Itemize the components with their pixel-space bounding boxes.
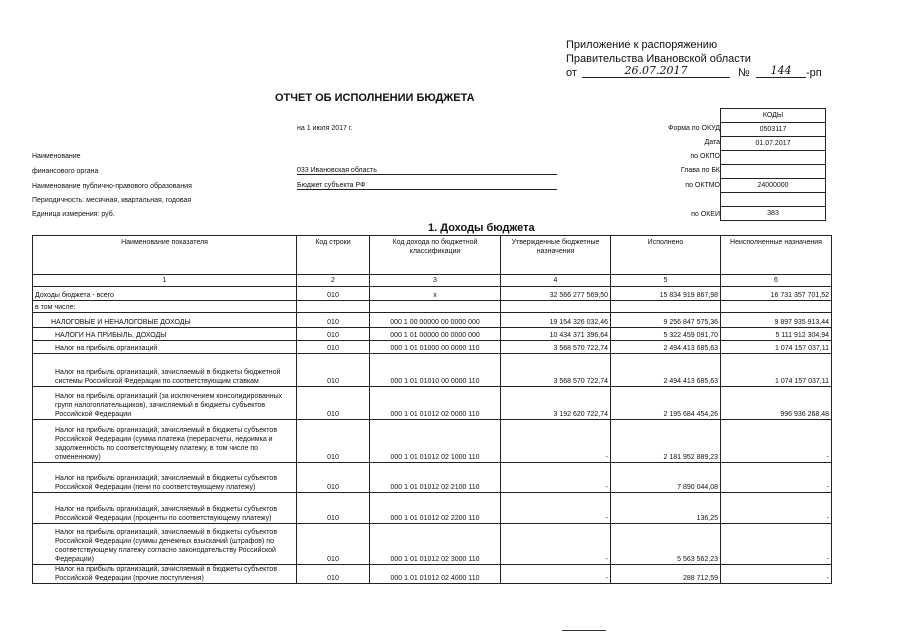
row-unexecuted: 996 936 268,48 [721, 387, 832, 420]
row-line-code: 010 [297, 565, 370, 584]
codes-header: КОДЫ [721, 109, 826, 123]
table-row [33, 420, 832, 463]
okud-label: Форма по ОКУД [668, 125, 720, 132]
blank-code [721, 193, 826, 207]
row-executed: 2 181 952 889,23 [611, 420, 721, 463]
row-unexecuted: - [721, 493, 832, 524]
row-unexecuted: - [721, 463, 832, 493]
appendix-line1: Приложение к распоряжению [566, 39, 718, 51]
signed-date: 26.07.2017 [582, 64, 730, 78]
col-number: 6 [721, 275, 832, 287]
date-label: Дата [704, 139, 720, 146]
row-executed: 2 195 684 454,26 [611, 387, 721, 420]
col-number: 1 [33, 275, 297, 287]
col-number: 4 [501, 275, 611, 287]
row-approved: 3 192 620 722,74 [501, 387, 611, 420]
row-line-code: 010 [297, 313, 370, 328]
row-unexecuted: - [721, 420, 832, 463]
income-table [32, 235, 832, 584]
ppo-value: Бюджет субъекта РФ [297, 182, 557, 190]
codes-box [720, 108, 826, 221]
row-income-code: 000 1 00 00000 00 0000 000 [370, 313, 501, 328]
row-approved: - [501, 463, 611, 493]
table-row [33, 287, 832, 301]
row-income-code: 000 1 01 01010 00 0000 110 [370, 354, 501, 387]
row-unexecuted: 5 111 912 304,94 [721, 328, 832, 341]
table-row [33, 313, 832, 328]
row-executed: 7 890 044,08 [611, 463, 721, 493]
row-income-code: 000 1 01 01012 02 4000 110 [370, 565, 501, 584]
okei-value: 383 [721, 207, 826, 221]
row-approved: 3 568 570 722,74 [501, 341, 611, 354]
row-approved: 10 434 371 396,64 [501, 328, 611, 341]
row-name: Налог на прибыль организаций, зачисляемый в бюджеты бюджетной системы Российской Федерации по соответствующим ставкам [33, 354, 297, 387]
row-name: Доходы бюджета - всего [33, 287, 297, 301]
row-name: Налог на прибыль организаций, зачисляемый в бюджеты субъектов Российской Федерации (сумма платежа (перерасчеты, недоимка и задолженность по соответствующему платежу, в том числе по отмененному) [33, 420, 297, 463]
row-name: в том числе: [33, 301, 297, 313]
row-name: НАЛОГИ НА ПРИБЫЛЬ, ДОХОДЫ [33, 328, 297, 341]
table-row [33, 463, 832, 493]
row-line-code: 010 [297, 387, 370, 420]
row-line-code: 010 [297, 420, 370, 463]
fin-org-label: финансового органа [32, 168, 99, 175]
footer-mark [562, 630, 606, 631]
row-income-code: 000 1 01 01012 02 2100 110 [370, 463, 501, 493]
row-approved: 3 568 570 722,74 [501, 354, 611, 387]
header-row [33, 236, 832, 275]
row-line-code: 010 [297, 328, 370, 341]
row-approved: - [501, 565, 611, 584]
row-approved: - [501, 493, 611, 524]
header-name: Наименование показателя [33, 236, 297, 275]
header-approved: Утвержденные бюджетные назначения [501, 236, 611, 275]
oktmo-value: 24000000 [721, 179, 826, 193]
row-name: Налог на прибыль организаций, зачисляемый в бюджеты субъектов Российской Федерации (пени по соответствующему платежу) [33, 463, 297, 493]
row-income-code: x [370, 287, 501, 301]
header-executed: Исполнено [611, 236, 721, 275]
row-executed: 5 563 562,23 [611, 524, 721, 565]
row-approved: - [501, 524, 611, 565]
column-number-row [33, 275, 832, 287]
row-executed: 2 494 413 685,63 [611, 354, 721, 387]
row-executed: 136,25 [611, 493, 721, 524]
row-income-code: 000 1 01 01012 02 1000 110 [370, 420, 501, 463]
row-executed: 5 322 459 091,70 [611, 328, 721, 341]
row-name: Налог на прибыль организаций [33, 341, 297, 354]
row-line-code: 010 [297, 463, 370, 493]
row-unexecuted: 1 074 157 037,11 [721, 354, 832, 387]
name-label: Наименование [32, 153, 81, 160]
fin-org-value: 033 Ивановская область [297, 167, 557, 175]
row-executed: 15 834 919 867,98 [611, 287, 721, 301]
row-income-code: 000 1 01 01012 02 2200 110 [370, 493, 501, 524]
report-date: на 1 июля 2017 г. [297, 125, 353, 132]
row-unexecuted: - [721, 524, 832, 565]
table-row [33, 354, 832, 387]
table-row [33, 387, 832, 420]
report-title: ОТЧЕТ ОБ ИСПОЛНЕНИИ БЮДЖЕТА [275, 92, 475, 104]
table-row [33, 341, 832, 354]
row-unexecuted: 1 074 157 037,11 [721, 341, 832, 354]
row-executed: 288 712,59 [611, 565, 721, 584]
row-name: Налог на прибыль организаций, зачисляемый в бюджеты субъектов Российской Федерации (проценты по соответствующему платежу) [33, 493, 297, 524]
ppo-label: Наименование публично-правового образования [32, 183, 192, 190]
date-value: 01.07.2017 [721, 137, 826, 151]
number-suffix: -рп [806, 67, 822, 79]
bk-label: Глава по БК [680, 167, 720, 174]
col-number: 2 [297, 275, 370, 287]
col-number: 3 [370, 275, 501, 287]
okud-value: 0503117 [721, 123, 826, 137]
row-income-code: 000 1 01 01012 02 0000 110 [370, 387, 501, 420]
periodicity: Периодичность: месячная, квартальная, годовая [32, 197, 192, 204]
row-name: Налог на прибыль организаций, зачисляемый в бюджеты субъектов Российской Федерации (суммы денежных взысканий (штрафов) по соответствующему платежу согласно законодательству Российской Федерации) [33, 524, 297, 565]
appendix-date-line [566, 64, 836, 81]
row-line-code: 010 [297, 354, 370, 387]
okpo-value [721, 151, 826, 165]
row-income-code: 000 1 01 01000 00 0000 110 [370, 341, 501, 354]
section-title: 1. Доходы бюджета [428, 222, 535, 234]
row-income-code [370, 301, 501, 313]
row-unexecuted: - [721, 565, 832, 584]
row-income-code: 000 1 01 01012 02 3000 110 [370, 524, 501, 565]
row-name: Налог на прибыль организаций (за исключением консолидированных групп налогоплательщиков), зачисляемый в бюджеты субъектов Российской Федерации [33, 387, 297, 420]
row-name: НАЛОГОВЫЕ И НЕНАЛОГОВЫЕ ДОХОДЫ [33, 313, 297, 328]
oktmo-label: по ОКТМО [685, 182, 720, 189]
row-line-code: 010 [297, 524, 370, 565]
table-row [33, 301, 832, 313]
okei-label: по ОКЕИ [691, 211, 720, 218]
table-row [33, 524, 832, 565]
okpo-label: по ОКПО [690, 153, 720, 160]
table-row [33, 493, 832, 524]
row-approved: 32 566 277 569,50 [501, 287, 611, 301]
bk-value [721, 165, 826, 179]
row-line-code: 010 [297, 341, 370, 354]
row-approved [501, 301, 611, 313]
row-line-code: 010 [297, 493, 370, 524]
table-row [33, 328, 832, 341]
row-income-code: 000 1 01 00000 00 0000 000 [370, 328, 501, 341]
appendix-line2: Правительства Ивановской области [566, 53, 751, 65]
table-row [33, 565, 832, 584]
order-number: 144 [756, 64, 806, 78]
number-label: № [738, 67, 750, 79]
from-label: от [566, 67, 577, 79]
row-unexecuted: 16 731 357 701,52 [721, 287, 832, 301]
header-line: Код строки [297, 236, 370, 275]
row-executed: 9 256 847 575,36 [611, 313, 721, 328]
col-number: 5 [611, 275, 721, 287]
row-executed [611, 301, 721, 313]
row-unexecuted [721, 301, 832, 313]
row-line-code: 010 [297, 287, 370, 301]
row-name: Налог на прибыль организаций, зачисляемый в бюджеты субъектов Российской Федерации (прочие поступления) [33, 565, 297, 584]
row-approved: - [501, 420, 611, 463]
unit: Единица измерения: руб. [32, 211, 115, 218]
row-line-code [297, 301, 370, 313]
row-executed: 2 494 413 685,63 [611, 341, 721, 354]
header-code: Код дохода по бюджетной классификации [370, 236, 501, 275]
row-unexecuted: 9 897 935 913,44 [721, 313, 832, 328]
row-approved: 19 154 326 032,46 [501, 313, 611, 328]
header-unexecuted: Неисполненные назначения [721, 236, 832, 275]
